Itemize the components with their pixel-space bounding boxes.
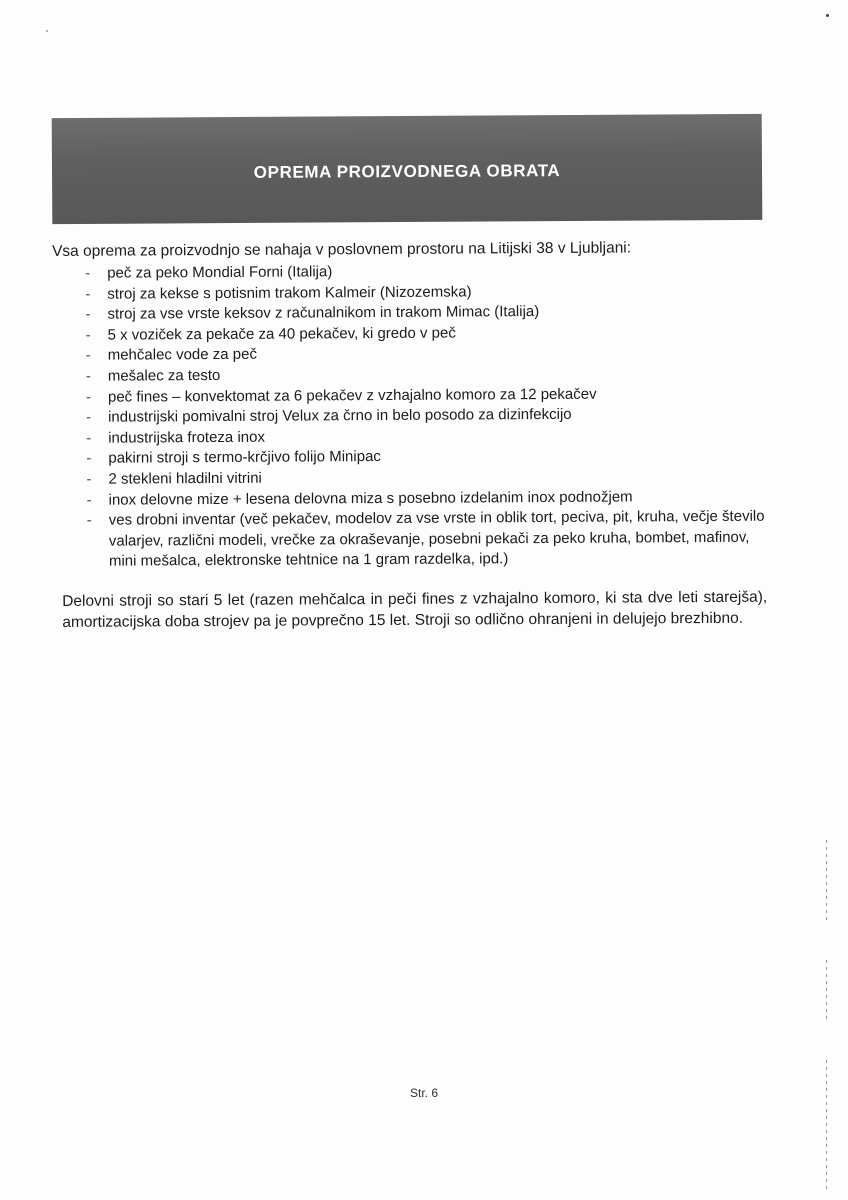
list-item-text: industrijski pomivalni stroj Velux za črno in belo posodo za dizinfekcijo	[108, 405, 572, 426]
bullet-dash: -	[86, 429, 92, 447]
closing-paragraph: Delovni stroji so stari 5 let (razen mehčalca in peči fines z vzhajalno komoro, ki sta dve leti starejša), amortizacijska doba strojev pa je povprečno 15 let. Stroji so odlično ohranjeni in delujejo brezhibno.	[62, 588, 768, 631]
bullet-dash: -	[85, 326, 91, 344]
bullet-dash: -	[86, 450, 92, 468]
bullet-dash: -	[86, 511, 92, 529]
section-title: OPREMA PROIZVODNEGA OBRATA	[253, 161, 561, 182]
document-body	[52, 238, 766, 633]
scan-speck	[826, 14, 829, 17]
list-item-text: peč za peko Mondial Forni (Italija)	[107, 263, 333, 282]
bullet-dash: -	[86, 470, 92, 488]
list-item-text: 2 stekleni hladilni vitrini	[108, 469, 262, 488]
bullet-dash: -	[85, 305, 91, 323]
list-item-text: peč fines – konvektomat za 6 pekačev z vzhajalno komoro za 12 pekačev	[107, 385, 597, 406]
intro-paragraph: Vsa oprema za proizvodnjo se nahaja v poslovnem prostoru na Litijski 38 v Ljubljani:	[52, 239, 632, 260]
scan-edge-line	[826, 840, 827, 920]
bullet-dash: -	[85, 388, 91, 406]
list-item-text: mešalec za testo	[107, 366, 221, 385]
list-item-text: pakirni stroji s termo-krčjivo folijo Minipac	[108, 448, 381, 468]
list-item-text: ves drobni inventar (več pekačev, modelov za vse vrste in oblik tort, peciva, pit, kruha, večje število valarjev, različni modeli, vrečke za okraševanje, posebni pekači za peko kruha, bombet, mafinov, mini mešalca, elektronske tehtnice na 1 gram razdelka, ipd.)	[108, 507, 765, 570]
bullet-dash: -	[85, 347, 91, 365]
list-item-text: inox delovne mize + lesena delovna miza s posebno izdelanim inox podnožjem	[108, 487, 633, 509]
equipment-list	[52, 260, 766, 573]
bullet-dash: -	[86, 408, 92, 426]
scan-edge-line	[826, 1060, 827, 1190]
list-item-text: stroj za kekse s potisnim trakom Kalmeir (Nizozemska)	[107, 283, 472, 303]
bullet-dash: -	[85, 264, 91, 282]
scan-speck	[46, 30, 48, 32]
list-item-text: mehčalec vode za peč	[107, 346, 258, 365]
list-item-text: 5 x voziček za pekače za 40 pekačev, ki gredo v peč	[107, 324, 456, 344]
page-number: Str. 6	[409, 1086, 438, 1100]
bullet-dash: -	[85, 285, 91, 303]
list-item-text: stroj za vse vrste keksov z računalnikom in trakom Mimac (Italija)	[107, 303, 540, 323]
bullet-dash: -	[85, 367, 91, 385]
list-item	[54, 507, 766, 573]
bullet-dash: -	[86, 491, 92, 509]
scan-edge-line	[826, 960, 827, 1020]
section-header-bar	[52, 114, 763, 224]
list-item-text: industrijska froteza inox	[108, 428, 265, 447]
